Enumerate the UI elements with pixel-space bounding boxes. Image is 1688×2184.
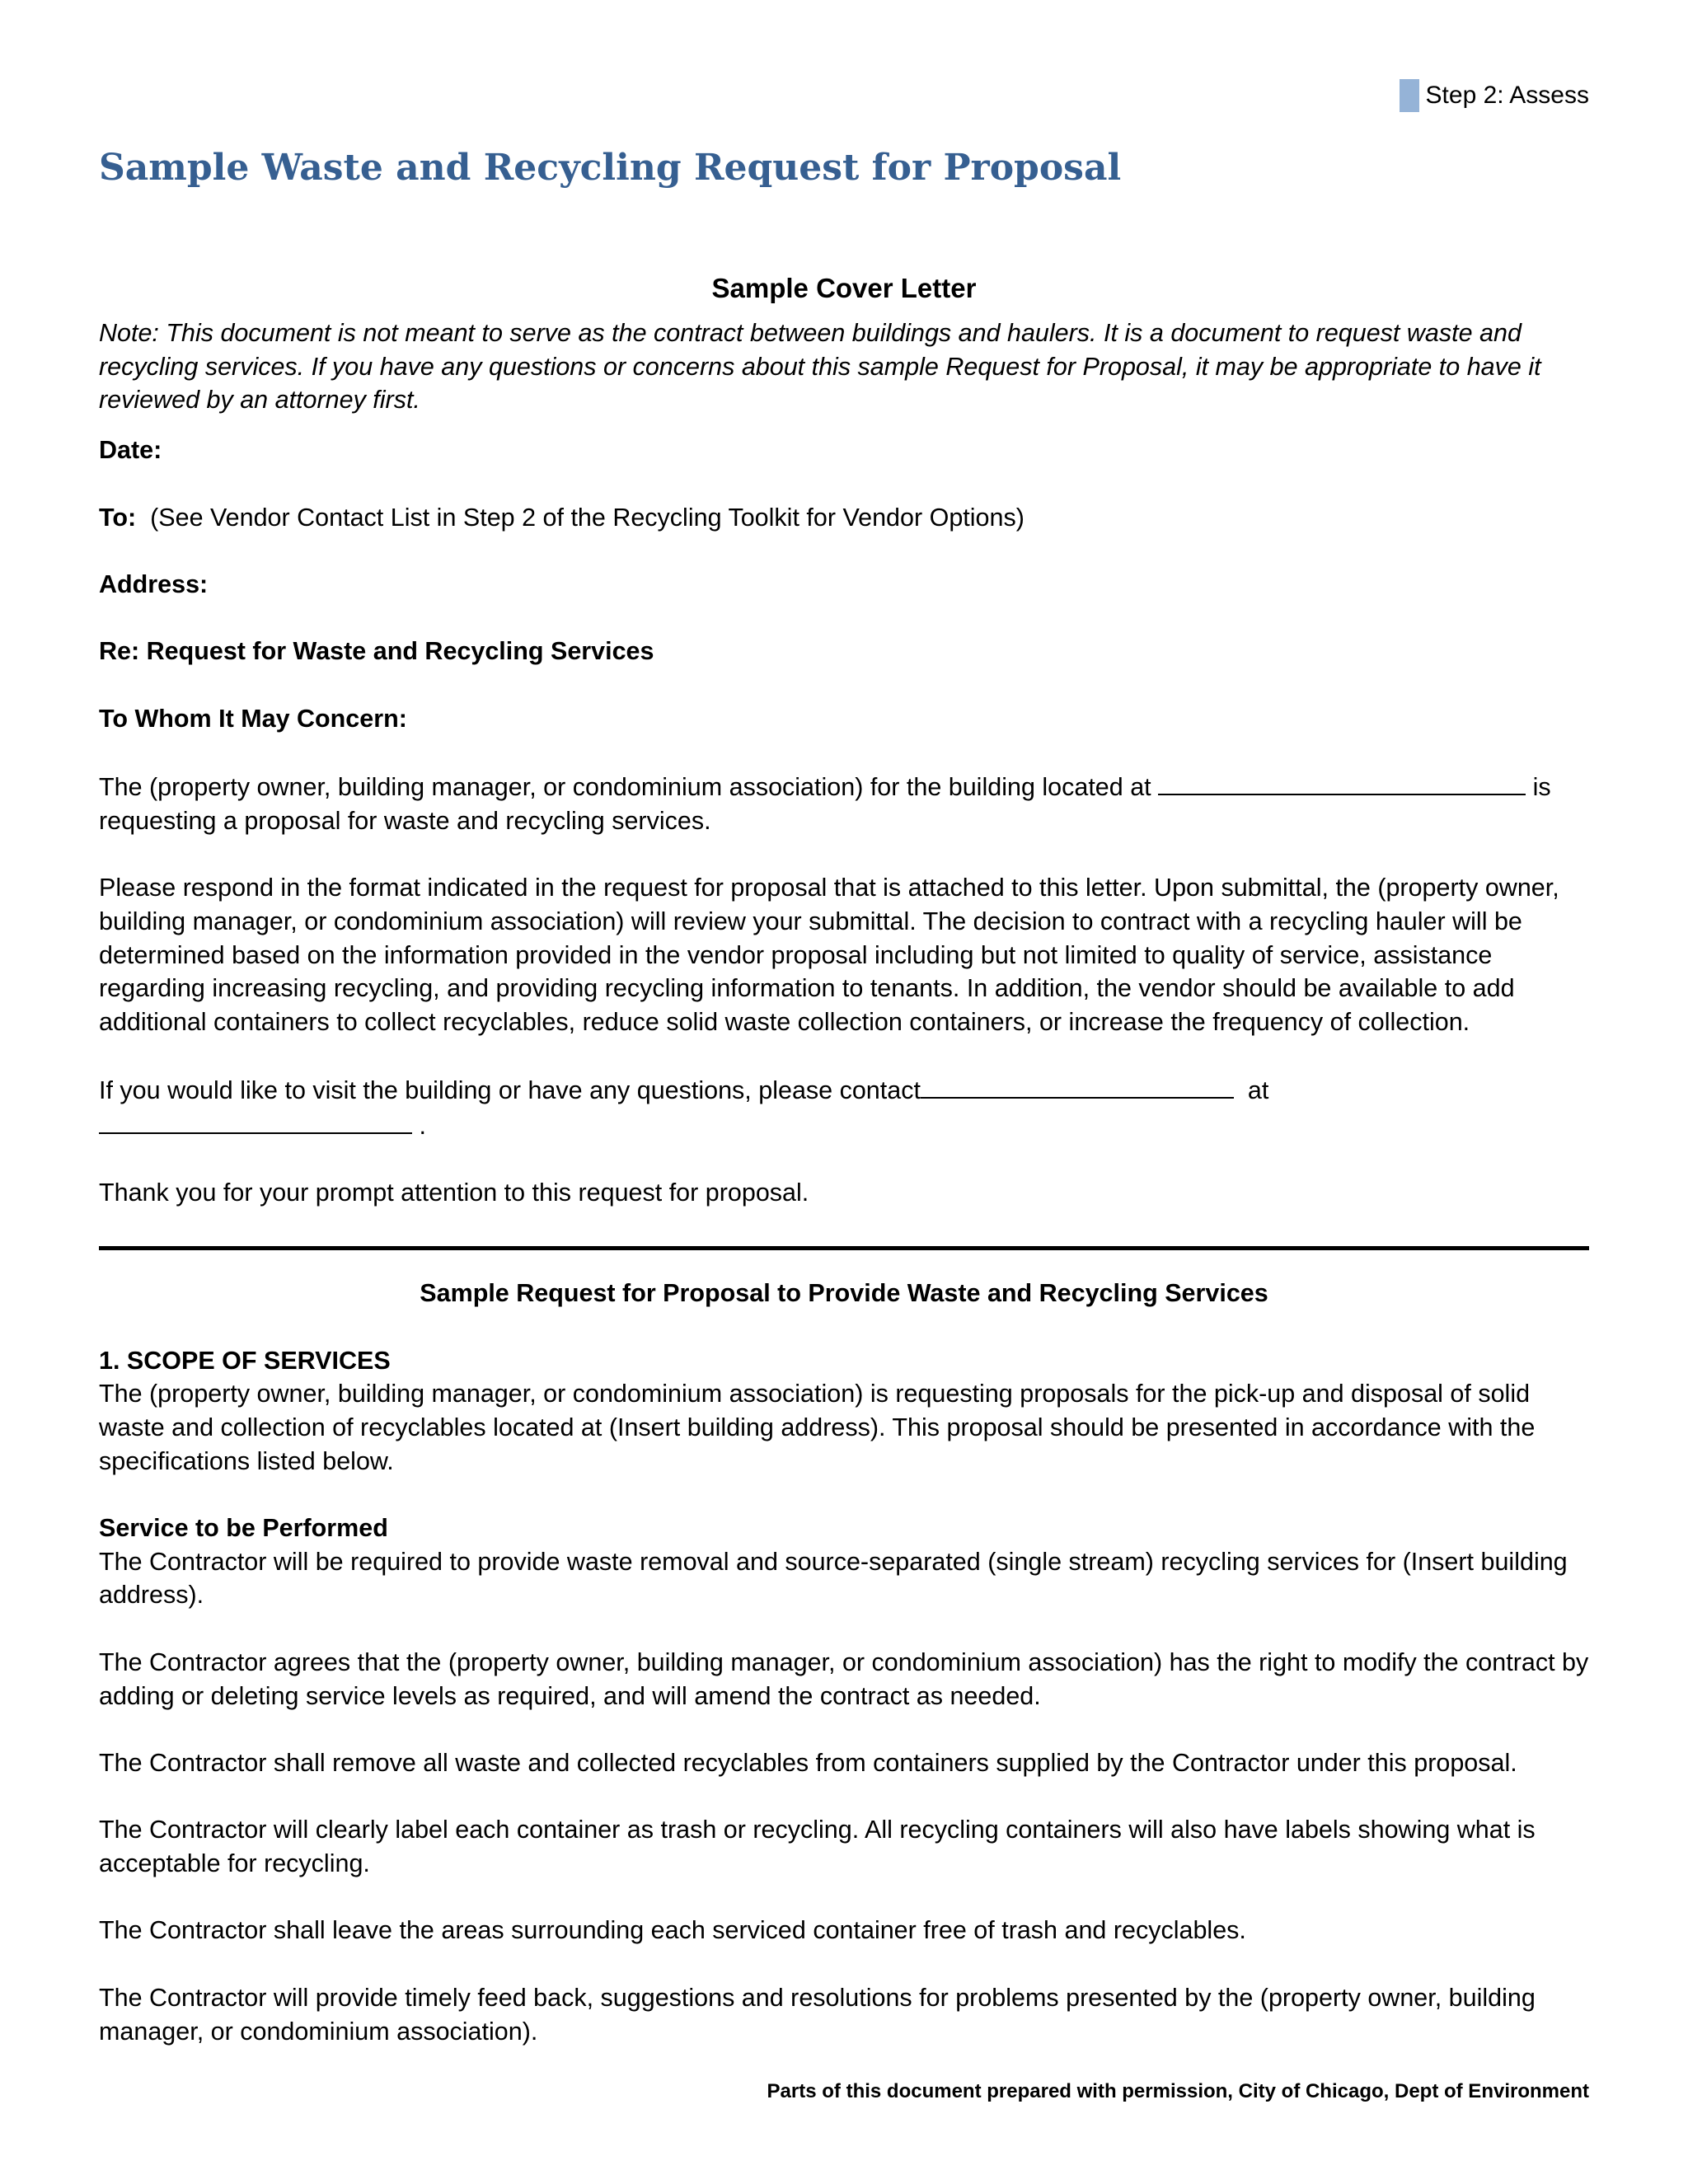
cover-letter-heading: Sample Cover Letter [711,273,977,303]
step-marker [1400,79,1419,112]
salutation: To Whom It May Concern: [99,704,407,733]
step-label: Step 2: Assess [1425,82,1589,109]
rfp-heading: Sample Request for Proposal to Provide Waste and Recycling Services [420,1279,1268,1308]
contact-info-blank[interactable] [99,1108,412,1134]
service-paragraph: The Contractor shall leave the areas surrounding each serviced container free of trash and recyclables. [99,1916,1246,1945]
building-address-blank[interactable] [1158,769,1526,795]
document-title: Sample Waste and Recycling Request for Proposal [99,147,1122,189]
re-line: Re: Request for Waste and Recycling Services [99,637,654,666]
date-label: Date: [99,436,162,465]
cover-paragraph-2: Please respond in the format indicated in the request for proposal that is attached to this letter. Upon submittal, the (property owner, building manager, or condominium association) will review your submittal. The decision to contract with a recycling hauler will be determined based on the information provided in the vendor proposal including but not limited to quality of service, assistance regarding increasing recycling, and providing recycling information to tenants. In addition, the vendor should be available to add additional containers to collect recyclables, reduce solid waste collection containers, or increase the frequency of collection. [99,874,1559,1036]
document-body [99,269,1589,2048]
address-label: Address: [99,569,209,598]
para3-end: . [419,1112,426,1141]
para1-before: The (property owner, building manager, or condominium association) for the building located at [99,773,1151,802]
to-label: To: [99,503,137,532]
service-paragraph: The Contractor will provide timely feed back, suggestions and resolutions for problems presented by the (property owner, building manager, or condominium association). [99,1983,1536,2046]
to-line [99,501,1589,535]
disclaimer-note: Note: This document is not meant to serve as the contract between buildings and haulers. It is a document to request waste and recycling services. If you have any questions or concerns about this sample Request for Proposal, it may be appropriate to have it reviewed by an attorney first. [99,319,1541,415]
para3-before: If you would like to visit the building or have any questions, please contact [99,1076,921,1105]
step-tag [1400,79,1589,112]
footer-note: Parts of this document prepared with permission, City of Chicago, Dept of Environment [767,2080,1589,2102]
to-value: (See Vendor Contact List in Step 2 of the Recycling Toolkit for Vendor Options) [150,503,1025,532]
service-paragraph: The Contractor shall remove all waste and collected recyclables from containers supplied by the Contractor under this proposal. [99,1748,1517,1777]
section-divider [99,1246,1589,1250]
contact-name-blank[interactable] [921,1072,1234,1099]
service-paragraph: The Contractor will clearly label each container as trash or recycling. All recycling containers will also have labels showing what is acceptable for recycling. [99,1816,1536,1878]
section1-text: The (property owner, building manager, or condominium association) is requesting proposals for the pick-up and disposal of solid waste and collection of recyclables located at (Insert building address). This proposal should be presented in accordance with the specifications listed below. [99,1380,1536,1475]
para1-after: is requesting a proposal for waste and recycling services. [99,773,1551,835]
service-paragraph: The Contractor agrees that the (property owner, building manager, or condominium association) has the right to modify the contract by adding or deleting service levels as required, and will amend the contract as needed. [99,1647,1589,1710]
cover-paragraph-1 [99,769,1589,837]
closing-line: Thank you for your prompt attention to this request for proposal. [99,1179,809,1207]
service-heading: Service to be Performed [99,1514,388,1543]
section1-heading: 1. SCOPE OF SERVICES [99,1346,391,1375]
cover-paragraph-3 [99,1072,1589,1142]
service-paragraph: The Contractor will be required to provide waste removal and source-separated (single stream) recycling services for (Insert building address). [99,1547,1568,1610]
para3-mid: at [1247,1076,1269,1105]
